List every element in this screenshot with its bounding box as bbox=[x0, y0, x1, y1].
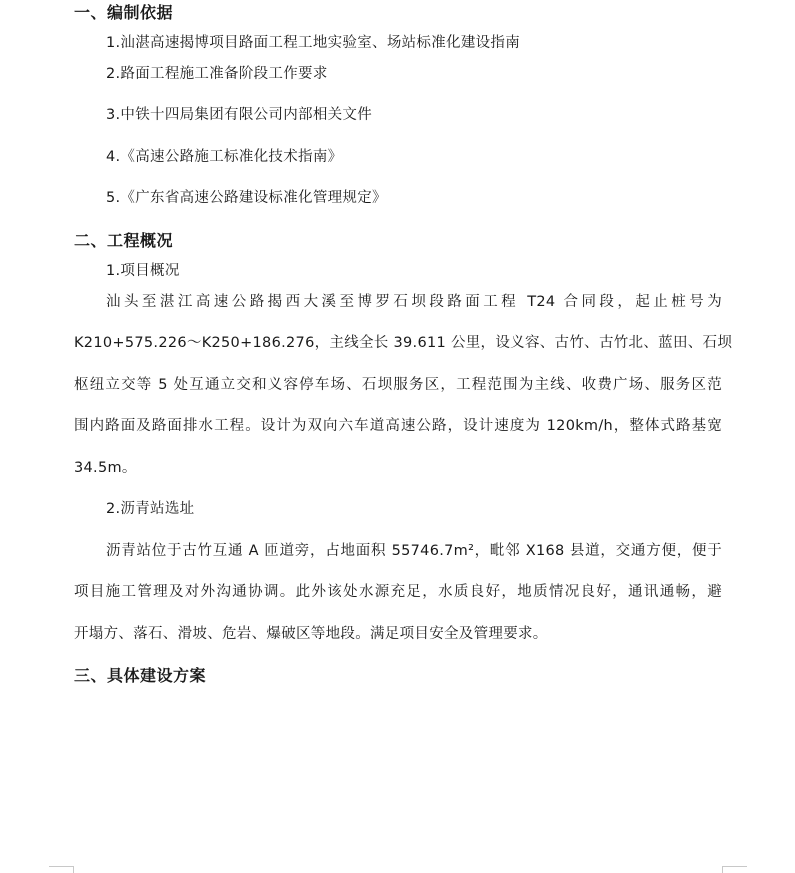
overview-paragraph-line: 34.5m。 bbox=[74, 460, 137, 476]
basis-item-2: 2.路面工程施工准备阶段工作要求 bbox=[106, 66, 328, 82]
asphalt-site-paragraph-line: 项目施工管理及对外沟通协调。此外该处水源充足，水质良好，地质情况良好，通讯通畅，避 bbox=[74, 584, 722, 600]
basis-item-1: 1.汕湛高速揭博项目路面工程工地实验室、场站标准化建设指南 bbox=[106, 35, 521, 51]
overview-paragraph-line: 围内路面及路面排水工程。设计为双向六车道高速公路，设计速度为 120km/h，整体式路基宽 bbox=[74, 418, 722, 434]
basis-item-5: 5.《广东省高速公路建设标准化管理规定》 bbox=[106, 190, 387, 206]
overview-paragraph-line: K210+575.226～K250+186.276，主线全长 39.611 公里，设义容、古竹、古竹北、蓝田、石坝 bbox=[74, 335, 733, 351]
asphalt-site-paragraph-line: 沥青站位于古竹互通 A 匝道旁，占地面积 55746.7m²，毗邻 X168 县道，交通方便，便于 bbox=[106, 543, 722, 559]
section-heading-basis: 一、编制依据 bbox=[74, 3, 174, 22]
asphalt-site-paragraph-line: 开塌方、落石、滑坡、危岩、爆破区等地段。满足项目安全及管理要求。 bbox=[74, 626, 548, 642]
overview-paragraph-line: 汕头至湛江高速公路揭西大溪至博罗石坝段路面工程 T24 合同段，起止桩号为 bbox=[106, 294, 722, 310]
basis-item-3: 3.中铁十四局集团有限公司内部相关文件 bbox=[106, 107, 373, 123]
section-heading-construction-plan: 三、具体建设方案 bbox=[74, 666, 207, 685]
subsection-title-asphalt-site: 2.沥青站选址 bbox=[106, 501, 195, 517]
section-heading-overview: 二、工程概况 bbox=[74, 231, 174, 250]
overview-paragraph-line: 枢纽立交等 5 处互通立交和义容停车场、石坝服务区，工程范围为主线、收费广场、服务区范 bbox=[74, 377, 722, 393]
subsection-title-project-overview: 1.项目概况 bbox=[106, 263, 180, 279]
basis-item-4: 4.《高速公路施工标准化技术指南》 bbox=[106, 149, 343, 165]
